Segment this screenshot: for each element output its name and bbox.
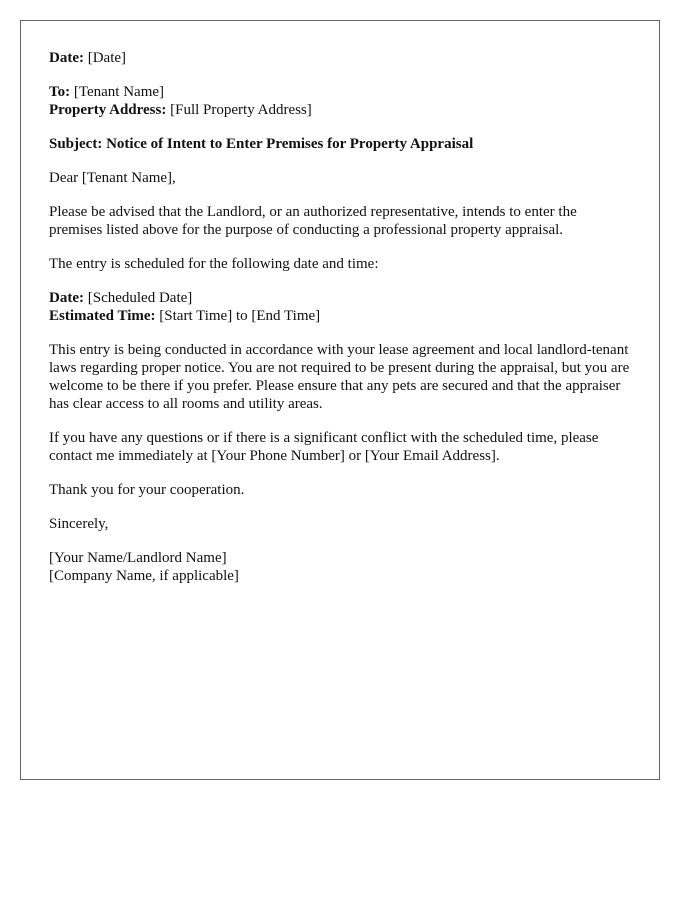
letter-page bbox=[20, 20, 660, 780]
scheduled-date-line bbox=[49, 289, 631, 307]
date-value: [Date] bbox=[83, 50, 127, 66]
closing: Sincerely, bbox=[49, 516, 109, 532]
property-address-value: [Full Property Address] bbox=[166, 102, 312, 118]
signature-name: [Your Name/Landlord Name] bbox=[49, 550, 227, 566]
date-label: Date: bbox=[49, 50, 84, 66]
body-paragraph-3: This entry is being conducted in accordance with your lease agreement and local landlord-tenant laws regarding proper notice. You are not required to be present during the appraisal, but you are welcome to be there if you prefer. Please ensure that any pets are secured and that the appraiser has clear access to all rooms and utility areas. bbox=[49, 342, 630, 412]
body-paragraph-5: Thank you for your cooperation. bbox=[49, 482, 245, 498]
estimated-time-value: [Start Time] to [End Time] bbox=[155, 308, 321, 324]
property-address-line bbox=[49, 101, 631, 119]
salutation: Dear [Tenant Name], bbox=[49, 170, 176, 186]
body-paragraph-4: If you have any questions or if there is a significant conflict with the scheduled time, please contact me immediately at [Your Phone Number] or [Your Email Address]. bbox=[49, 430, 599, 464]
date-line bbox=[49, 49, 631, 67]
recipient-block bbox=[49, 83, 631, 119]
scheduled-date-label: Date: bbox=[49, 290, 84, 306]
to-value: [Tenant Name] bbox=[70, 84, 165, 100]
estimated-time-label: Estimated Time: bbox=[49, 308, 156, 324]
schedule-block bbox=[49, 289, 631, 325]
signature-block bbox=[49, 549, 631, 585]
subject-line: Subject: Notice of Intent to Enter Premises for Property Appraisal bbox=[49, 136, 474, 152]
to-label: To: bbox=[49, 84, 71, 100]
signature-company: [Company Name, if applicable] bbox=[49, 568, 239, 584]
property-address-label: Property Address: bbox=[49, 102, 167, 118]
scheduled-date-value: [Scheduled Date] bbox=[83, 290, 193, 306]
estimated-time-line bbox=[49, 307, 631, 325]
body-paragraph-2: The entry is scheduled for the following date and time: bbox=[49, 256, 379, 272]
to-line bbox=[49, 83, 631, 101]
body-paragraph-1: Please be advised that the Landlord, or an authorized representative, intends to enter the premises listed above for the purpose of conducting a professional property appraisal. bbox=[49, 204, 577, 238]
